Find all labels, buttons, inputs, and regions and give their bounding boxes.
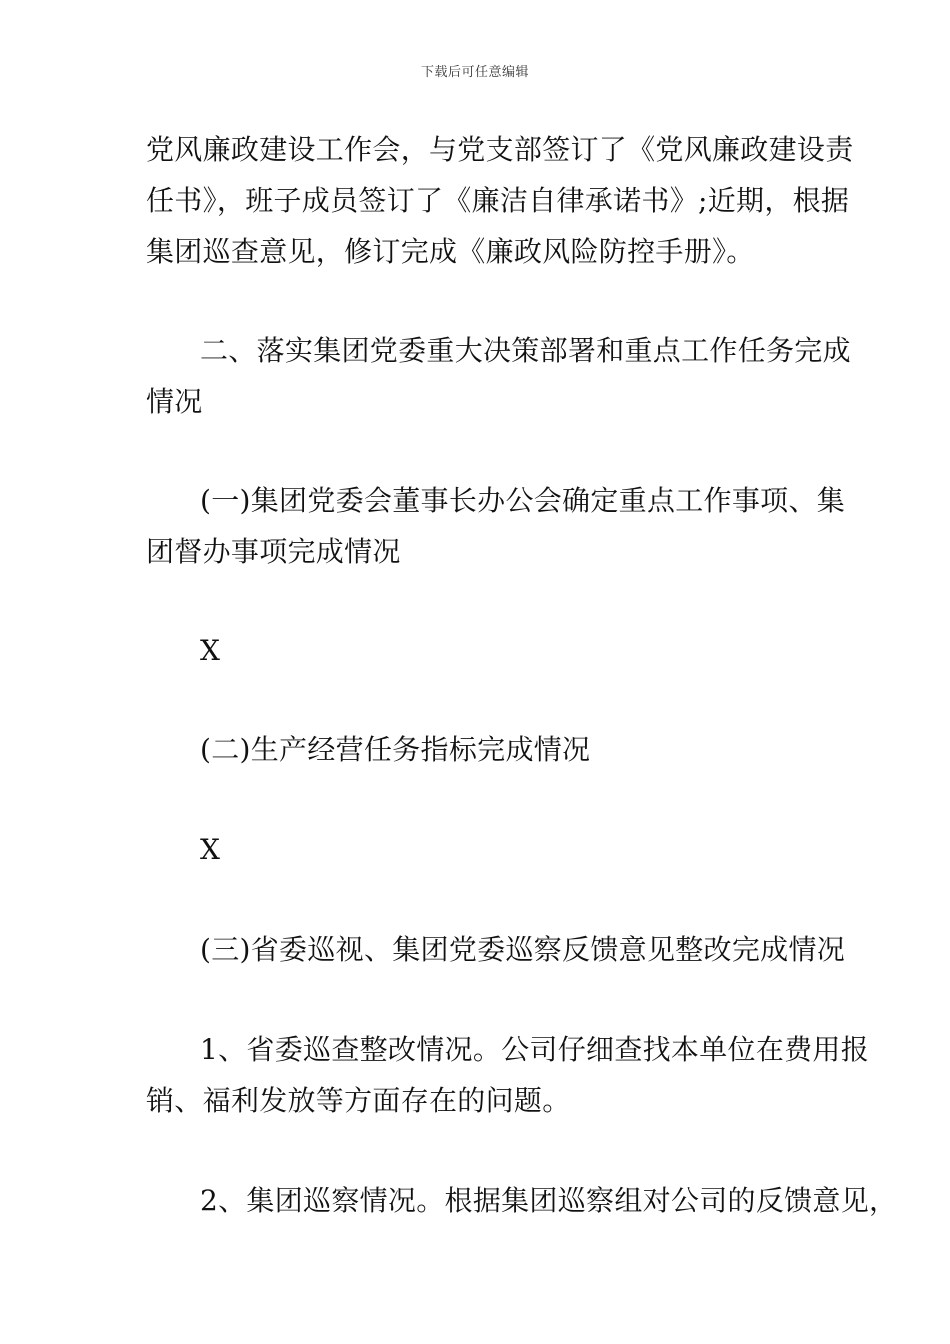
placeholder-x-1 — [146, 625, 816, 676]
item-provincial-inspection — [146, 1024, 870, 1126]
paragraph-line: 1、省委巡查整改情况。公司仔细查找本单位在费用报 — [200, 1033, 870, 1066]
paragraph-line: 2、集团巡察情况。根据集团巡察组对公司的反馈意见， — [200, 1184, 898, 1217]
subsection-heading-2 — [146, 724, 816, 775]
section-heading-2 — [146, 325, 851, 427]
placeholder-x-2 — [146, 824, 816, 875]
heading-line: 情况 — [146, 385, 203, 418]
subsection-line: (二)生产经营任务指标完成情况 — [200, 733, 591, 766]
download-editable-note: 下载后可任意编辑 — [420, 65, 529, 80]
paragraph-line: 任书》，班子成员签订了《廉洁自律承诺书》;近期，根据 — [146, 184, 850, 217]
placeholder-text: X — [200, 833, 221, 866]
subsection-line: (三)省委巡视、集团党委巡察反馈意见整改完成情况 — [200, 933, 846, 966]
placeholder-text: X — [200, 634, 221, 667]
subsection-line: (一)集团党委会董事长办公会确定重点工作事项、集 — [200, 484, 846, 517]
document-body — [146, 124, 898, 1226]
subsection-line: 团督办事项完成情况 — [146, 535, 401, 568]
heading-line: 二、落实集团党委重大决策部署和重点工作任务完成 — [200, 334, 851, 367]
paragraph-line: 集团巡查意见，修订完成《廉政风险防控手册》。 — [146, 235, 755, 268]
item-group-inspection — [146, 1175, 898, 1226]
subsection-heading-3 — [146, 924, 846, 975]
paragraph-line: 销、福利发放等方面存在的问题。 — [146, 1084, 571, 1117]
paragraph-line: 党风廉政建设工作会，与党支部签订了《党风廉政建设责 — [146, 133, 854, 166]
paragraph-anti-corruption-measures — [146, 124, 854, 277]
subsection-heading-1 — [146, 475, 846, 577]
